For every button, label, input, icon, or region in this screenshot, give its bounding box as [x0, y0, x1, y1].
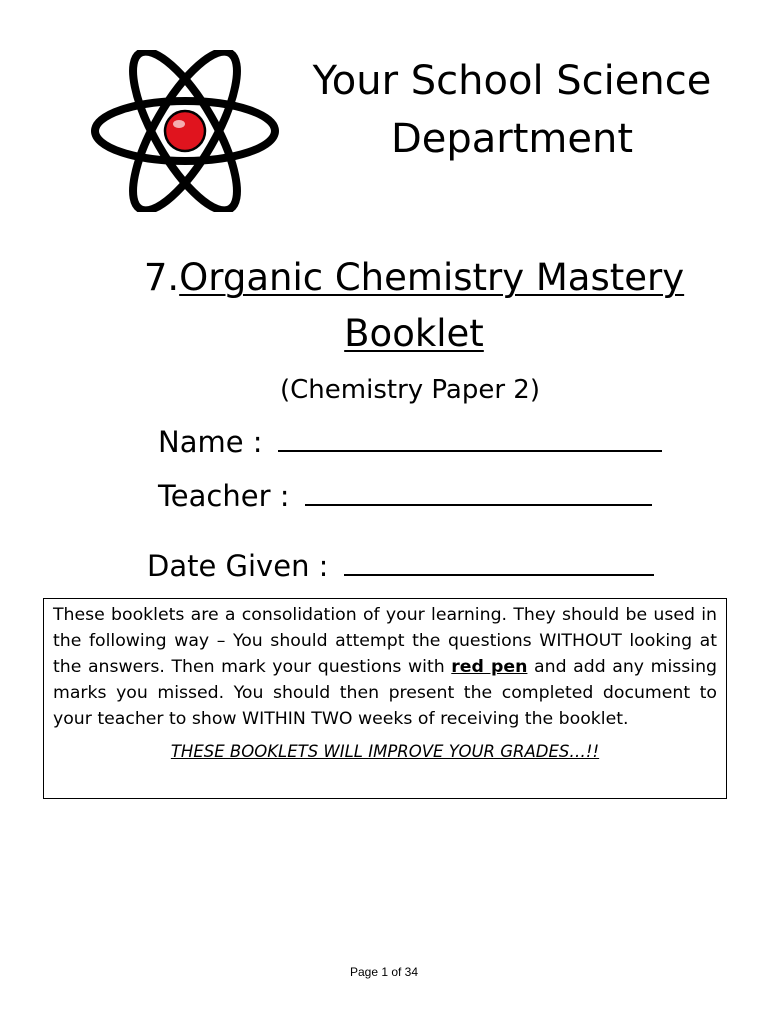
teacher-label: Teacher :	[158, 479, 290, 513]
teacher-blank-line[interactable]	[305, 476, 652, 506]
booklet-title-line2: Booklet	[344, 312, 484, 355]
red-pen-emphasis: red pen	[451, 657, 528, 677]
school-title-line2: Department	[390, 116, 634, 162]
page-number: Page 1 of 34	[349, 965, 419, 979]
name-field	[158, 422, 662, 462]
booklet-title	[118, 250, 710, 362]
instructions-box	[43, 598, 727, 799]
date-given-blank-line[interactable]	[344, 546, 654, 576]
booklet-title-line1: Organic Chemistry Mastery	[179, 256, 685, 299]
date-given-label: Date Given :	[147, 549, 329, 583]
booklet-number: 7.	[143, 256, 180, 299]
name-label: Name :	[158, 425, 263, 459]
school-title-line1: Your School Science	[312, 58, 712, 104]
teacher-field	[158, 476, 652, 516]
atom-icon	[88, 50, 282, 212]
nucleus	[165, 111, 205, 151]
atom-logo	[88, 50, 282, 212]
name-blank-line[interactable]	[278, 422, 662, 452]
date-given-field	[147, 546, 654, 586]
instructions-text: These booklets are a consolidation of your learning. They should be used in the following way – You should attempt the questions WITHOUT looking at the answers. Then mark your questions with red pen and add any missing marks you missed. You should then present the completed document to your teacher to show WITHIN TWO weeks of receiving the booklet.	[53, 605, 717, 729]
booklet-subtitle: (Chemistry Paper 2)	[280, 375, 540, 405]
grades-callout: THESE BOOKLETS WILL IMPROVE YOUR GRADES…!!	[170, 742, 600, 761]
school-department-title	[292, 52, 732, 168]
